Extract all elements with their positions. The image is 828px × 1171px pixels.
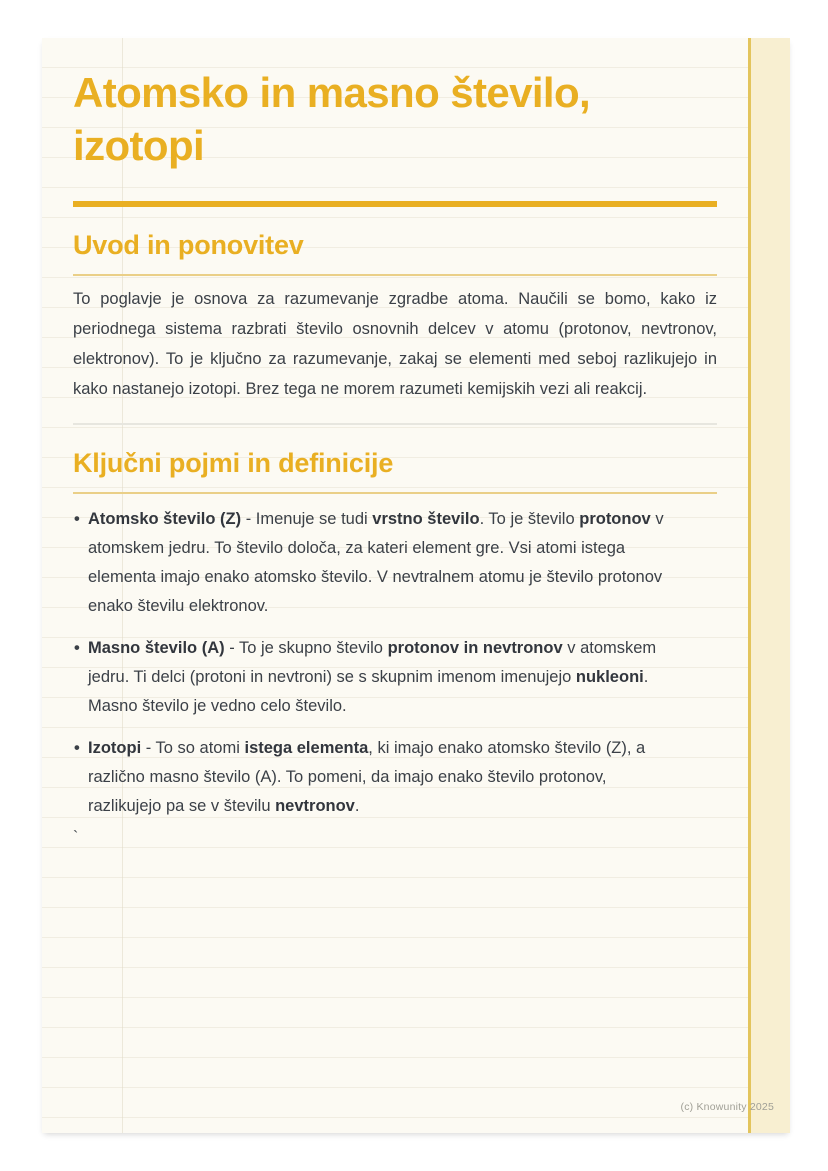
term-bold-text: nevtronov xyxy=(275,797,355,815)
section-underline-uvod xyxy=(73,274,717,276)
term-bold-text: istega elementa xyxy=(244,739,369,757)
section-heading-kljucni-pojmi: Ključni pojmi in definicije xyxy=(73,448,394,478)
section-underline-kljucni-pojmi xyxy=(73,492,717,494)
term-text: - To je skupno število xyxy=(224,639,388,657)
key-term-item xyxy=(73,505,675,621)
term-text: . xyxy=(354,797,360,815)
term-text: v atomskem jedru. Ti delci (protoni in nevtroni) se s skupnim imenom imenujejo xyxy=(88,639,657,686)
right-margin-stripe xyxy=(748,38,790,1133)
term-text: . Masno število je vedno celo število. xyxy=(88,668,649,715)
section-heading-uvod: Uvod in ponovitev xyxy=(73,230,304,260)
intro-paragraph: To poglavje je osnova za razumevanje zgradbe atoma. Naučili se bomo, kako iz periodnega sistema razbrati število osnovnih delcev v atomu (protonov, nevtronov, elektronov). To je ključno za razumevanje, zakaj se elementi med seboj razlikujejo in kako nastanejo izotopi. Brez tega ne morem razumeti kemijskih vezi ali reakcij. xyxy=(73,290,717,398)
term-text: , ki imajo enako atomsko število (Z), a različno masno število (A). To pomeni, da imajo enako število protonov, razlikujejo pa se v številu xyxy=(88,739,646,815)
term-bold-text: Masno število (A) xyxy=(88,639,225,657)
key-term-item xyxy=(73,734,675,821)
title-rule xyxy=(73,201,717,207)
page-content xyxy=(73,38,717,847)
term-text: - Imenuje se tudi xyxy=(241,510,373,528)
key-terms-list xyxy=(73,505,675,821)
section-divider xyxy=(73,423,717,425)
bullet-icon: • xyxy=(74,639,80,657)
key-term-item xyxy=(73,634,675,721)
page-title: Atomsko in masno število, izotopi xyxy=(73,69,591,169)
bullet-icon: • xyxy=(74,510,80,528)
term-bold-text: vrstno število xyxy=(372,510,480,528)
notebook-page xyxy=(42,38,790,1133)
term-text: v atomskem jedru. To število določa, za kateri element gre. Vsi atomi istega elementa imajo enako atomsko število. V nevtralnem atomu je število protonov enako številu elektronov. xyxy=(88,510,664,615)
bullet-icon: • xyxy=(74,739,80,757)
term-bold-text: nukleoni xyxy=(575,668,644,686)
term-bold-text: protonov xyxy=(579,510,651,528)
copyright-footer: (c) Knowunity 2025 xyxy=(680,1101,774,1113)
stray-backtick: ` xyxy=(73,829,79,846)
term-bold-text: protonov in nevtronov xyxy=(387,639,563,657)
term-bold-text: Atomsko število (Z) xyxy=(88,510,242,528)
term-text: - To so atomi xyxy=(141,739,245,757)
term-bold-text: Izotopi xyxy=(88,739,142,757)
term-text: . To je število xyxy=(479,510,580,528)
